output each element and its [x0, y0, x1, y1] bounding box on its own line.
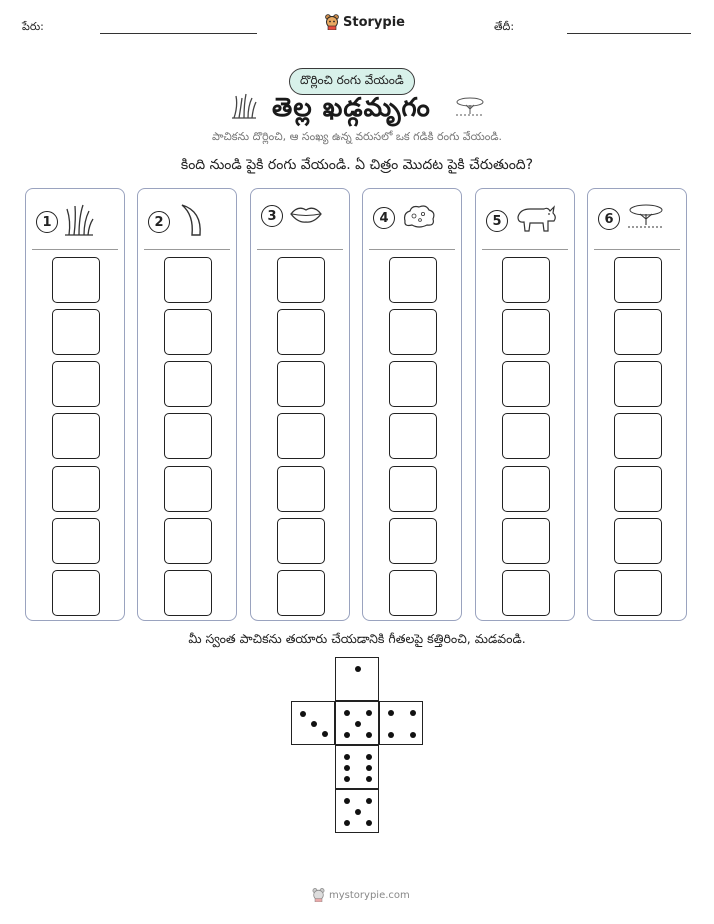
color-box[interactable]: [277, 361, 325, 407]
die-pip: [344, 798, 350, 804]
die-pip: [410, 732, 416, 738]
color-box[interactable]: [277, 413, 325, 459]
column-3: [250, 188, 350, 621]
color-box[interactable]: [502, 570, 550, 616]
color-box[interactable]: [164, 413, 212, 459]
column-number: 1: [36, 211, 58, 233]
column-divider: [257, 249, 343, 250]
die-pip: [322, 731, 328, 737]
die-pip: [344, 776, 350, 782]
color-box[interactable]: [52, 518, 100, 564]
color-box[interactable]: [277, 257, 325, 303]
die-pip: [355, 721, 361, 727]
die-pip: [344, 732, 350, 738]
color-box[interactable]: [502, 518, 550, 564]
die-face-4: [379, 701, 423, 745]
storypie-bear-icon: [312, 888, 325, 902]
lips-icon: [289, 203, 323, 229]
die-pip: [366, 798, 372, 804]
color-box[interactable]: [614, 309, 662, 355]
color-box[interactable]: [164, 570, 212, 616]
die-pip: [366, 754, 372, 760]
column-5: [475, 188, 575, 621]
color-box[interactable]: [52, 413, 100, 459]
column-number: 3: [261, 205, 283, 227]
color-box[interactable]: [164, 257, 212, 303]
color-box[interactable]: [389, 309, 437, 355]
die-pip: [366, 710, 372, 716]
name-line[interactable]: [100, 33, 257, 34]
column-divider: [482, 249, 568, 250]
die-pip: [344, 765, 350, 771]
die-pip: [355, 809, 361, 815]
column-divider: [369, 249, 455, 250]
column-number: 6: [598, 208, 620, 230]
column-header: [148, 203, 206, 241]
color-box[interactable]: [52, 570, 100, 616]
die-pip: [344, 754, 350, 760]
color-box[interactable]: [52, 466, 100, 512]
column-divider: [144, 249, 230, 250]
color-box[interactable]: [164, 466, 212, 512]
die-pip: [366, 820, 372, 826]
footer: [312, 888, 410, 902]
savanna-tree-icon: [626, 203, 666, 235]
color-box[interactable]: [164, 309, 212, 355]
grass-icon: [64, 203, 94, 241]
color-box[interactable]: [389, 361, 437, 407]
color-box[interactable]: [614, 466, 662, 512]
color-box[interactable]: [614, 518, 662, 564]
page-title: తెల్ల ఖడ్గమృగం: [272, 93, 431, 123]
color-box[interactable]: [389, 518, 437, 564]
column-number: 4: [373, 207, 395, 229]
die-pip: [355, 666, 361, 672]
die-pip: [410, 710, 416, 716]
color-box[interactable]: [614, 361, 662, 407]
die-face-1: [335, 657, 379, 701]
die-pip: [311, 721, 317, 727]
color-box[interactable]: [502, 309, 550, 355]
rhino-icon: [514, 203, 558, 239]
die-pip: [344, 820, 350, 826]
color-box[interactable]: [52, 309, 100, 355]
footer-url[interactable]: mystorypie.com: [329, 889, 410, 901]
color-box[interactable]: [277, 518, 325, 564]
storypie-bear-icon: [325, 14, 339, 30]
question: కింది నుండి పైకి రంగు వేయండి. ఏ చిత్రం మొదట పైకి చేరుతుంది?: [180, 157, 534, 173]
color-box[interactable]: [614, 570, 662, 616]
column-header: [486, 203, 558, 239]
color-box[interactable]: [277, 570, 325, 616]
die-pip: [300, 711, 306, 717]
color-box[interactable]: [502, 413, 550, 459]
die-face-5: [335, 745, 379, 789]
column-4: [362, 188, 462, 621]
color-box[interactable]: [614, 257, 662, 303]
die-pip: [366, 765, 372, 771]
column-number: 2: [148, 211, 170, 233]
color-box[interactable]: [52, 257, 100, 303]
color-box[interactable]: [164, 518, 212, 564]
color-box[interactable]: [614, 413, 662, 459]
die-face-2: [291, 701, 335, 745]
color-box[interactable]: [389, 570, 437, 616]
color-box[interactable]: [52, 361, 100, 407]
die-face-3: [335, 701, 379, 745]
brand-name: Storypie: [343, 14, 405, 30]
column-divider: [594, 249, 680, 250]
die-instruction: మీ స్వంత పాచికను తయారు చేయడానికి గీతలపై కత్తిరించి, మడవండి.: [188, 631, 526, 646]
die-pip: [366, 732, 372, 738]
column-header: [598, 203, 666, 235]
title-savanna-icon: [454, 96, 486, 122]
color-box[interactable]: [502, 466, 550, 512]
mud-icon: [401, 203, 437, 233]
column-1: [25, 188, 125, 621]
column-2: [137, 188, 237, 621]
date-label: తేదీ:: [494, 20, 515, 33]
color-box[interactable]: [164, 361, 212, 407]
die-face-6: [335, 789, 379, 833]
subtitle: పాచికను దొర్లించి, ఆ సంఖ్య ఉన్న వరుసలో ఒక గడికి రంగు వేయండి.: [212, 130, 502, 143]
brand-logo: [325, 14, 405, 30]
date-line[interactable]: [567, 33, 691, 34]
column-6: [587, 188, 687, 621]
die-pip: [388, 732, 394, 738]
color-box[interactable]: [389, 413, 437, 459]
column-number: 5: [486, 210, 508, 232]
activity-badge: దొర్లించి రంగు వేయండి: [289, 68, 415, 95]
column-divider: [32, 249, 118, 250]
color-box[interactable]: [502, 361, 550, 407]
column-header: [36, 203, 94, 241]
die-pip: [344, 710, 350, 716]
horn-icon: [176, 203, 206, 241]
color-box[interactable]: [277, 466, 325, 512]
die-pip: [366, 776, 372, 782]
column-header: [373, 203, 437, 233]
color-box[interactable]: [389, 466, 437, 512]
color-box[interactable]: [502, 257, 550, 303]
color-box[interactable]: [389, 257, 437, 303]
name-label: పేరు:: [22, 20, 44, 33]
die-pip: [388, 710, 394, 716]
title-grass-icon: [230, 92, 258, 124]
color-box[interactable]: [277, 309, 325, 355]
column-header: [261, 203, 323, 229]
